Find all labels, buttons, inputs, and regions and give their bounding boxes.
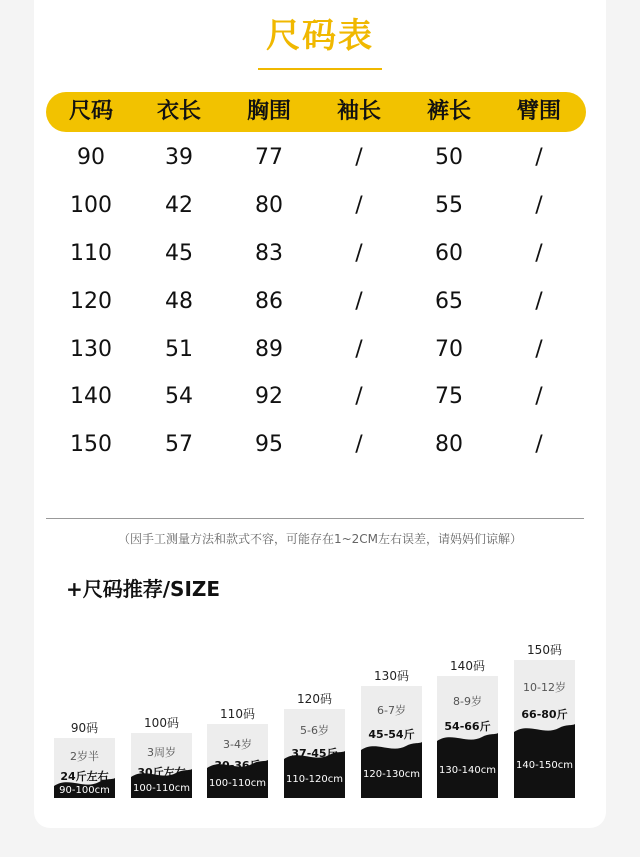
table-cell: 65	[435, 289, 463, 314]
size-recommend-box	[54, 738, 115, 798]
table-cell: 95	[255, 432, 283, 457]
weight-text: 30-36斤	[214, 758, 261, 772]
table-cell: 150	[70, 432, 112, 457]
table-cell: 110	[70, 241, 112, 266]
age-text: 8-9岁	[453, 695, 482, 709]
height-text: 100-110cm	[132, 782, 191, 794]
header-size: 尺码	[68, 99, 113, 124]
table-cell: /	[355, 289, 363, 314]
size-recommend-box	[437, 676, 498, 798]
table-cell: /	[355, 145, 363, 170]
table-cell: 80	[255, 193, 283, 218]
weight-text: 45-54斤	[368, 728, 415, 742]
table-cell: 54	[165, 384, 193, 409]
table-row	[46, 282, 586, 322]
size-label: 120码	[297, 692, 332, 706]
table-cell: 120	[70, 289, 112, 314]
table-row	[46, 138, 586, 178]
table-row	[46, 234, 586, 274]
weight-text: 54-66斤	[444, 720, 491, 734]
table-cell: /	[535, 193, 543, 218]
weight-text: 30斤左右	[137, 766, 186, 779]
page-title: 尺码表	[266, 16, 374, 56]
table-row	[46, 425, 586, 465]
header-arm: 臂围	[516, 99, 561, 124]
height-text: 90-100cm	[59, 785, 110, 796]
size-recommend-box	[207, 724, 268, 798]
size-label: 150码	[527, 643, 562, 657]
age-text: 3-4岁	[223, 737, 252, 751]
height-text: 140-150cm	[515, 760, 574, 771]
age-text: 6-7岁	[377, 704, 406, 718]
size-recommend-box	[284, 709, 345, 798]
age-text: 5-6岁	[300, 724, 329, 738]
table-row	[46, 377, 586, 417]
table-cell: 90	[77, 145, 105, 170]
table-cell: 130	[70, 337, 112, 362]
table-cell: 77	[255, 145, 283, 170]
size-label: 90码	[70, 721, 99, 735]
table-cell: 70	[435, 337, 463, 362]
size-label: 110码	[220, 707, 255, 721]
height-text: 100-110cm	[208, 778, 267, 789]
table-cell: /	[535, 337, 543, 362]
table-cell: /	[355, 241, 363, 266]
table-cell: /	[355, 193, 363, 218]
table-cell: /	[355, 384, 363, 409]
table-cell: 80	[435, 432, 463, 457]
weight-text: 66-80斤	[521, 707, 568, 721]
divider	[46, 518, 584, 519]
table-cell: /	[535, 241, 543, 266]
table-cell: /	[355, 337, 363, 362]
table-cell: 92	[255, 384, 283, 409]
header-pants: 裤长	[426, 99, 471, 124]
table-cell: 55	[435, 193, 463, 218]
age-text: 2岁半	[70, 750, 99, 763]
table-cell: 48	[165, 289, 193, 314]
height-text: 120-130cm	[362, 769, 421, 780]
table-cell: 100	[70, 193, 112, 218]
table-row	[46, 186, 586, 226]
table-cell: /	[535, 384, 543, 409]
size-label: 100码	[144, 716, 179, 730]
size-recommend-box	[131, 733, 192, 798]
table-cell: /	[535, 289, 543, 314]
table-cell: 51	[165, 337, 193, 362]
size-recommend-box	[514, 660, 575, 798]
table-cell: 83	[255, 241, 283, 266]
title-underline	[258, 68, 382, 70]
size-recommend-box	[361, 686, 422, 798]
weight-text: 24斤左右	[60, 770, 109, 783]
table-cell: 60	[435, 241, 463, 266]
header-length: 衣长	[156, 99, 201, 124]
measurement-note: （因手工测量方法和款式不容，可能存在1~2CM左右误差，请妈妈们谅解）	[117, 532, 523, 546]
table-cell: 39	[165, 145, 193, 170]
table-cell: 50	[435, 145, 463, 170]
table-cell: /	[355, 432, 363, 457]
table-cell: 57	[165, 432, 193, 457]
table-cell: 75	[435, 384, 463, 409]
table-cell: 86	[255, 289, 283, 314]
weight-text: 37-45斤	[291, 746, 338, 760]
height-text: 110-120cm	[285, 773, 344, 785]
age-text: 10-12岁	[523, 681, 566, 695]
height-text: 130-140cm	[438, 764, 497, 776]
header-sleeve: 袖长	[336, 99, 381, 124]
table-header	[46, 92, 586, 132]
table-cell: 45	[165, 241, 193, 266]
table-cell: /	[535, 432, 543, 457]
recommendation-title: +尺码推荐/SIZE	[66, 577, 221, 601]
table-cell: 140	[70, 384, 112, 409]
table-cell: 42	[165, 193, 193, 218]
size-label: 140码	[450, 659, 485, 673]
table-cell: 89	[255, 337, 283, 362]
table-row	[46, 330, 586, 370]
table-cell: /	[535, 145, 543, 170]
age-text: 3周岁	[147, 745, 176, 759]
header-chest: 胸围	[246, 99, 291, 124]
size-label: 130码	[374, 669, 409, 683]
